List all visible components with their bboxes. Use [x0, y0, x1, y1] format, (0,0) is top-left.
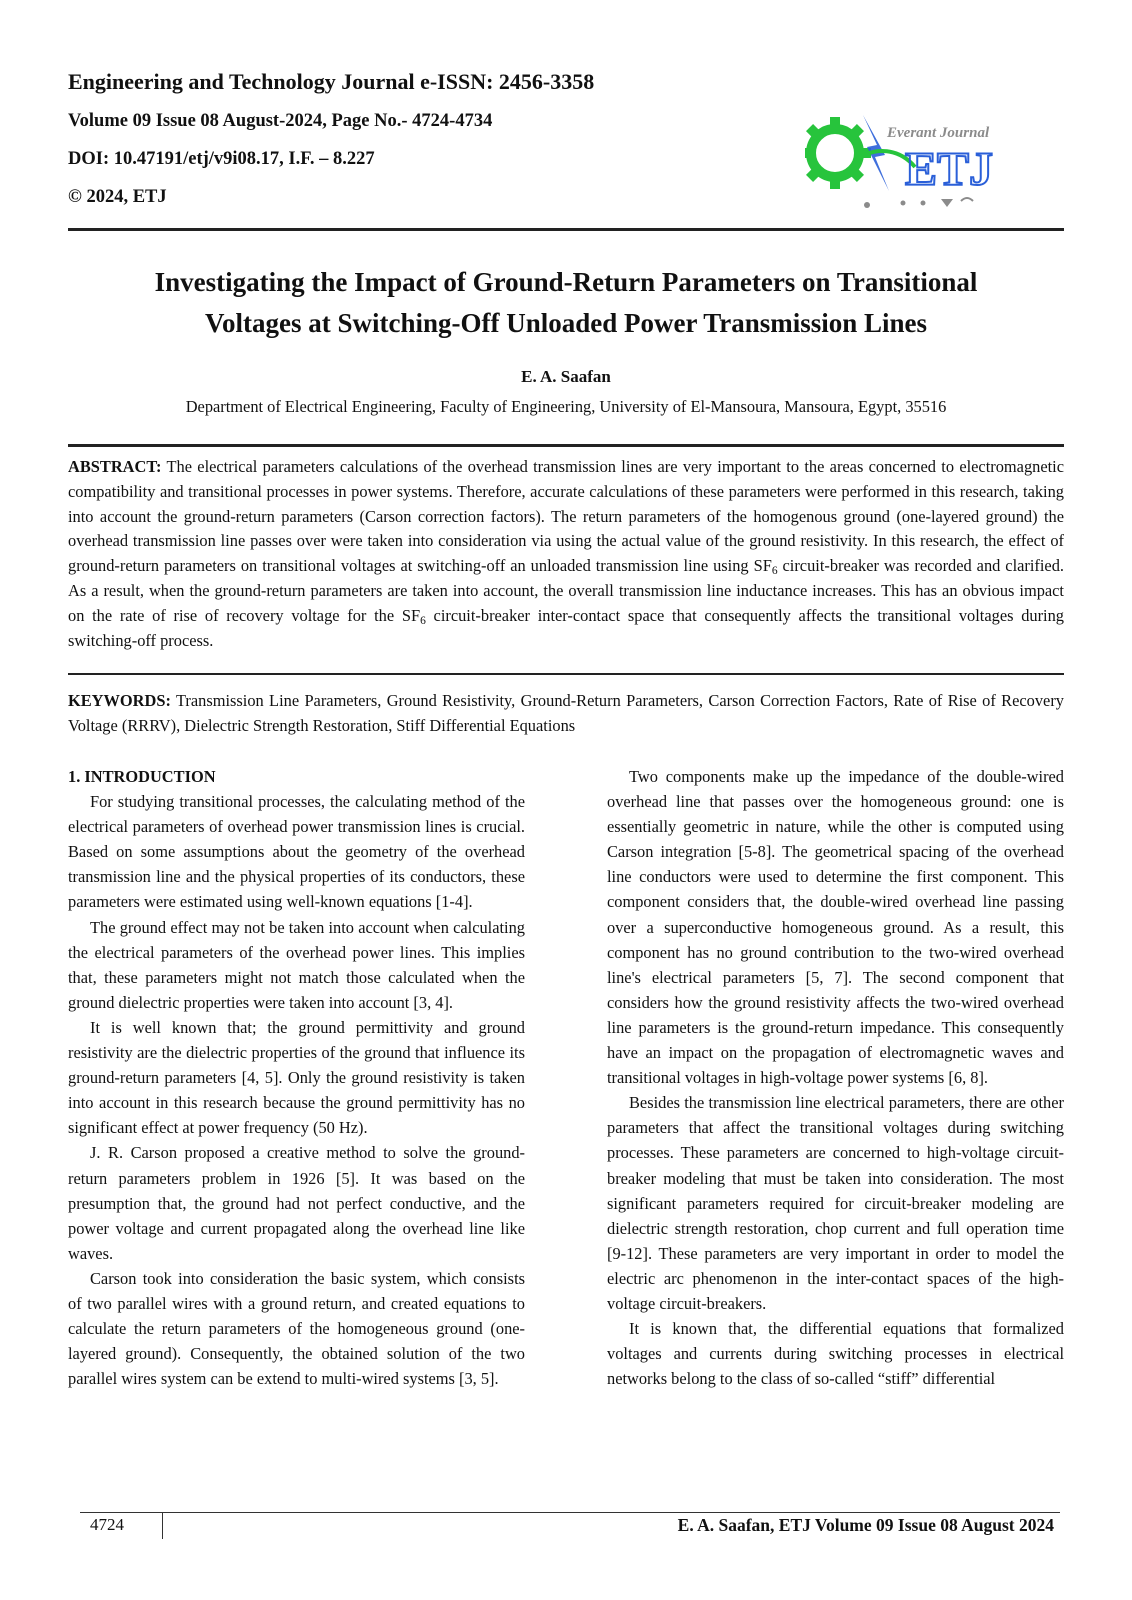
paragraph: Two components make up the impedance of the double-wired overhead line that passes over the homogeneous ground: one is essentially geometric in nature, while the other is computed using Carson integration [5-8]. The geometrical spacing of the overhead line conductors were used to determine the first component. This component considers that, the double-wired overhead line passing over a superconductive homogeneous ground. As a result, this component has no ground contribution to the two-wired overhead line's electrical parameters [5, 7]. The second component that considers how the ground resistivity affects the two-wired overhead line parameters is the ground-return impedance. This consequently have an impact on the propagation of electromagnetic waves and transitional voltages in high-voltage power systems [6, 8]. [607, 767, 1064, 1088]
keywords-text: Transmission Line Parameters, Ground Resistivity, Ground-Return Parameters, Carson Correction Factors, Rate of Rise of Recovery Voltage (RRRV), Dielectric Strength Restoration, Stiff Differential Equations [68, 691, 1064, 735]
sf6-subscript-1: 6 [771, 565, 778, 578]
paragraph: J. R. Carson proposed a creative method to solve the ground-return parameters problem in 1926 [5]. It was based on the presumption that, the ground had not perfect conductive, and the power voltage and current propagated along the overhead line like waves. [68, 1143, 525, 1263]
abstract-text-1: The electrical parameters calculations of the overhead transmission lines are very important to the areas concerned to electromagnetic compatibility and transitional processes in power systems. Therefore, accurate calculations of these parameters were performed in this research, taking into account the ground-return parameters (Carson correction factors). The return parameters of the homogenous ground (one-layered ground) the overhead transmission line passes over were taken into consideration via using the actual value of the ground resistivity. In this research, the effect of ground-return parameters on transitional voltages at switching-off an unloaded transmission line using SF [68, 457, 1064, 576]
author-affiliation: Department of Electrical Engineering, Faculty of Engineering, University of El-Mansoura, Mansoura, Egypt, 35516 [185, 397, 947, 416]
gear-icon [805, 117, 871, 189]
keywords [68, 689, 1064, 739]
paragraph: It is well known that; the ground permittivity and ground resistivity are the dielectric properties of the ground that influence its ground-return parameters [4, 5]. Only the ground resistivity is taken into account in this research because the ground permittivity has no significant effect at power frequency (50 Hz). [68, 1017, 525, 1138]
running-footer: E. A. Saafan, ETJ Volume 09 Issue 08 August 2024 [677, 1515, 1054, 1535]
copyright-line: © 2024, ETJ [68, 187, 167, 207]
paper-title [68, 262, 1064, 344]
paragraph: For studying transitional processes, the calculating method of the electrical parameters of overhead power transmission lines is crucial. Based on some assumptions about the geometry of the overhead transmission line and the physical properties of its conductors, these parameters were estimated using well-known equations [1-4]. [68, 792, 525, 912]
paragraph: The ground effect may not be taken into account when calculating the electrical parameters of the overhead power lines. This implies that, these parameters might not match those calculated when the ground dielectric properties were taken into account [3, 4]. [68, 917, 525, 1012]
logo-small-text: Everant Journal [887, 125, 990, 141]
abstract [68, 455, 1064, 653]
abstract-text-2: circuit-breaker was recorded and clarified. As a result, when the ground-return parameters are taken into account, the overall transmission line inductance increases. This has an obvious impact on the rate of rise of recovery voltage for the SF [68, 556, 1064, 625]
footer-rule [80, 1512, 1060, 1513]
logo-big-text: ETJ [905, 143, 994, 196]
sf6-subscript-2: 6 [420, 614, 426, 627]
header-divider [68, 228, 1064, 231]
section-heading: 1. INTRODUCTION [68, 767, 216, 786]
abstract-text-3: circuit-breaker inter-contact space that consequently affects the transitional voltages during switching-off process. [68, 605, 1064, 650]
author-name: E. A. Saafan [521, 367, 611, 386]
keywords-label: KEYWORDS: [68, 691, 171, 710]
left-column [68, 764, 525, 1391]
keywords-top-rule [68, 673, 1064, 675]
paragraph: Carson took into consideration the basic system, which consists of two parallel wires with a ground return, and created equations to calculate the return parameters of the homogeneous ground (one-layered ground). Consequently, the obtained solution of the two parallel wires system can be extend to multi-wired systems [3, 5]. [68, 1268, 525, 1389]
paragraph: It is known that, the differential equations that formalized voltages and currents during switching processes in electrical networks belong to the class of so-called “stiff” differential [607, 1319, 1064, 1389]
paragraph: Besides the transmission line electrical parameters, there are other parameters that affect the transitional voltages during switching processes. These parameters are concerned to high-voltage circuit-breaker modeling that must be taken into consideration. The most significant parameters required for circuit-breaker modeling are dielectric strength restoration, chop current and full operation time [9-12]. These parameters are very important in order to model the electric arc phenomenon in the inter-contact spaces of the high-voltage circuit-breakers. [607, 1093, 1064, 1313]
abstract-top-rule [68, 444, 1064, 447]
etj-logo [805, 105, 1025, 215]
volume-line: Volume 09 Issue 08 August-2024, Page No.- 4724-4734 [68, 111, 493, 131]
footer-separator [162, 1513, 163, 1539]
right-column [607, 764, 1064, 1391]
doi-line: DOI: 10.47191/etj/v9i08.17, I.F. – 8.227 [68, 149, 375, 169]
journal-header [68, 70, 768, 208]
title-line-1: Investigating the Impact of Ground-Return Parameters on Transitional [154, 267, 978, 297]
title-line-2: Voltages at Switching-Off Unloaded Power Transmission Lines [204, 308, 928, 338]
journal-issn-line: Engineering and Technology Journal e-ISSN: 2456-3358 [68, 69, 595, 94]
page-number: 4724 [90, 1515, 124, 1534]
abstract-label: ABSTRACT: [68, 457, 162, 476]
